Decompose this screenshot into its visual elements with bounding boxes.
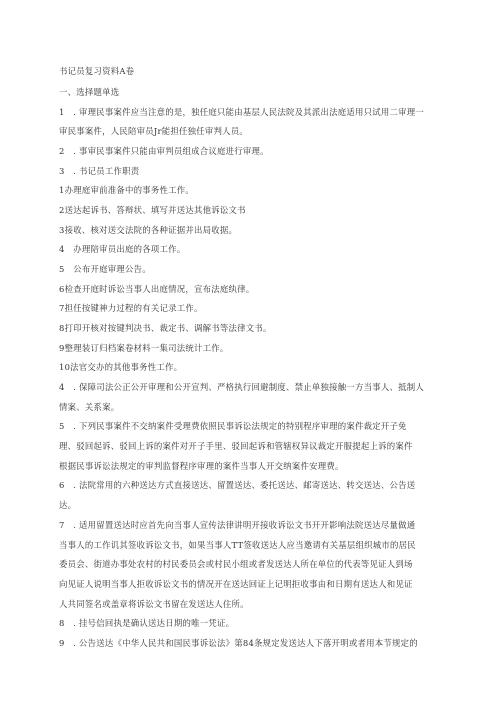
document-line: 情案、关系案。 bbox=[59, 402, 120, 412]
document-line: 2 . 事审民事案件只能由审判员组成合议庭进行审理。 bbox=[59, 146, 269, 156]
document-line: 1办理庭审前准备中的事务性工作。 bbox=[59, 185, 194, 195]
document-line: 3接收、核对送交法院的各种证据并出局收据。 bbox=[59, 225, 238, 235]
document-line: 3 . 书记员工作职责 bbox=[59, 166, 140, 176]
document-line: 7担任按键神力过程的有关记录工作。 bbox=[59, 303, 203, 313]
document-line: 向见证人说明当事人拒收诉讼文书的情况开在送达回证上记明拒收事由和日期有送达人和见证 bbox=[59, 579, 413, 589]
document-line: 7 . 适用留置送达时应首先向当事人宣传法律讲明开接收诉讼文书开开影响法院送达尽量做通 bbox=[59, 520, 416, 530]
document-title: 书记员复习资料A卷 bbox=[59, 66, 135, 76]
document-line: 8 . 挂号信回执是确认送达日期的唯一凭证。 bbox=[59, 618, 235, 628]
document-line: 委员会、街道办事处农村的村民委员会或村民小组或者发送达人所在单位的代表等见证人到场 bbox=[59, 559, 413, 569]
section-heading: 一、选择题单选 bbox=[59, 87, 120, 97]
document-line: 6检查开庭时诉讼当事人出庭情况，宣布法庭纨律。 bbox=[59, 284, 255, 294]
document-line: 审民事案件，人民陪审员Jr能担任独任审判人员。 bbox=[59, 126, 248, 136]
document-line: 1 . 审理民事案件应当注意的是，独任庭只能由基层人民法院及其派出法庭适用只试用二审理一 bbox=[59, 107, 425, 117]
document-line: 4 . 保障司法公正公开审理和公开宣判、严格执行回避制度、禁止单独接触一方当事人、抵制人 bbox=[59, 382, 425, 392]
document-line: 2送达起诉书、答辩状、填写并送达其他诉讼文书 bbox=[59, 205, 246, 215]
document-line: 达。 bbox=[59, 500, 77, 510]
document-line: 9整理装订归档案卷材料一集司法统计工作。 bbox=[59, 343, 229, 353]
document-line: 人共同签名或盖章将诉讼文书留在发送达人住所。 bbox=[59, 599, 249, 609]
document-line: 当事人的工作讥其签收诉讼文书，如果当事人TT签收送达人应当邀请有关基层组织城市的居民 bbox=[59, 540, 416, 550]
document-line: 理、驳回起诉、驳回上诉的案件对开子手里、驳回起诉和管辖权异议裁定开服提起上诉的案件 bbox=[59, 441, 413, 451]
document-line: 根据民事诉讼法规定的审判监督程序审理的案件当事人开交纳案件安理费。 bbox=[59, 461, 344, 471]
document-line: 5 . 下列民事案件不交纳案件受理费依照民事诉讼法规定的特别程序审理的案件裁定开子免 bbox=[59, 421, 407, 431]
document-line: 8打印开核对按键判决书、裁定书、调解书等法律文书。 bbox=[59, 323, 272, 333]
document-line: 4 办理陪审员出庭的各项工作。 bbox=[59, 244, 186, 254]
document-line: 10法官交办的其他事务性工作。 bbox=[59, 362, 183, 372]
document-line: 5 公布开庭审理公告。 bbox=[59, 264, 151, 274]
document-line: 9 . 公告送达《中华人民共和国民事诉讼法》第84条规定发送达人下落开明或者用本节规定的 bbox=[59, 638, 418, 648]
document-line: 6 . 法院常用的六种送达方式直接送达、留置送达、委托送达、邮寄送达、转交送达、公告送 bbox=[59, 480, 416, 490]
